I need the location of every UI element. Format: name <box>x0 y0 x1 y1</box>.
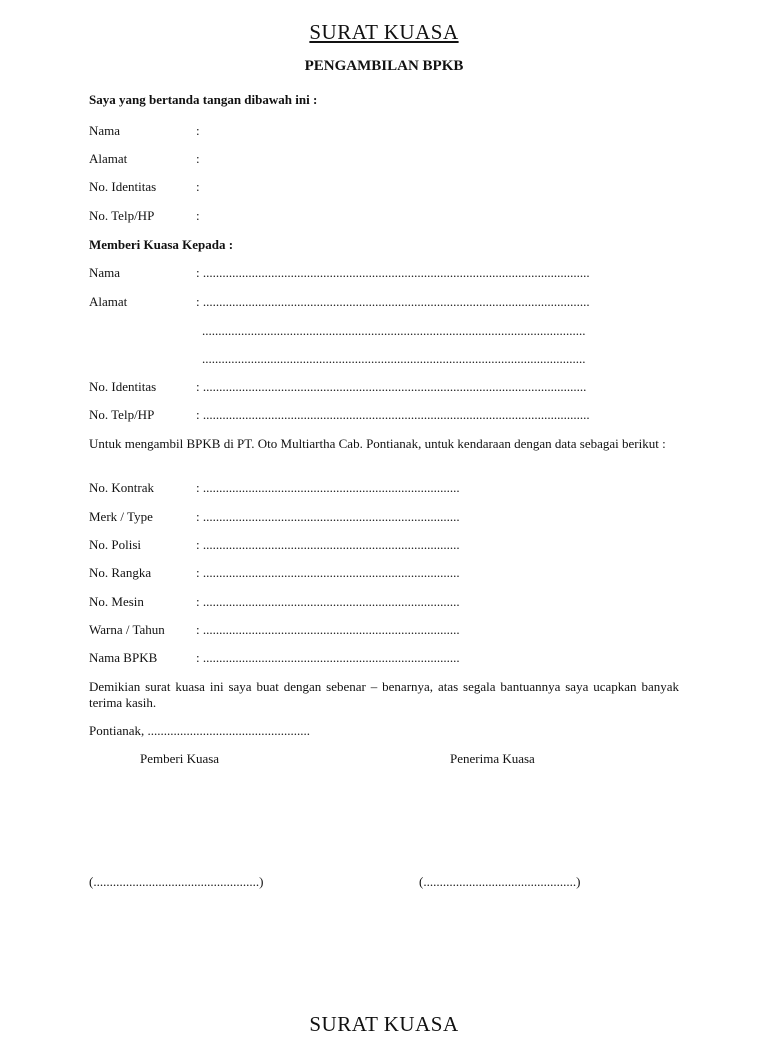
grantee-name-value: : ....................................................................................................................... <box>196 265 590 280</box>
grantee-heading: Memberi Kuasa Kepada : <box>89 237 234 252</box>
chassis-number-label: No. Rangka <box>89 565 152 580</box>
engine-number-label: No. Mesin <box>89 594 144 609</box>
plate-number-value: : ............................................................................... <box>196 537 460 552</box>
grantee-address-line1: : ....................................................................................................................... <box>196 294 590 309</box>
grantee-address-line2: ...................................................................................................................... <box>202 323 586 338</box>
grantor-name-value: : <box>196 123 200 138</box>
next-page-title: SURAT KUASA <box>309 1012 459 1036</box>
brand-type-value: : ............................................................................... <box>196 509 460 524</box>
bpkb-name-value: : ............................................................................... <box>196 650 460 665</box>
page-subtitle: PENGAMBILAN BPKB <box>304 58 464 74</box>
chassis-number-value: : ............................................................................... <box>196 565 460 580</box>
grantee-address-line3: ...................................................................................................................... <box>202 351 586 366</box>
grantor-phone-value: : <box>196 208 200 223</box>
color-year-value: : ............................................................................... <box>196 622 460 637</box>
plate-number-label: No. Polisi <box>89 537 142 552</box>
color-year-label: Warna / Tahun <box>89 622 165 637</box>
grantor-address-value: : <box>196 151 200 166</box>
grantee-id-label: No. Identitas <box>89 379 157 394</box>
place-date: Pontianak, .................................................. <box>89 723 310 738</box>
grantor-heading: Saya yang bertanda tangan dibawah ini : <box>89 92 318 107</box>
giver-label: Pemberi Kuasa <box>140 751 220 766</box>
brand-type-label: Merk / Type <box>89 509 153 524</box>
grantee-id-value: : ...................................................................................................................... <box>196 379 587 394</box>
bpkb-name-label: Nama BPKB <box>89 650 158 665</box>
grantee-address-label: Alamat <box>89 294 128 309</box>
engine-number-value: : ............................................................................... <box>196 594 460 609</box>
receiver-label: Penerima Kuasa <box>450 751 535 766</box>
page-title: SURAT KUASA <box>309 20 459 44</box>
purpose-paragraph: Untuk mengambil BPKB di PT. Oto Multiartha Cab. Pontianak, untuk kendaraan dengan data sebagai berikut : <box>89 436 666 451</box>
grantor-id-label: No. Identitas <box>89 179 157 194</box>
giver-signature-line: (...................................................) <box>89 874 264 889</box>
closing-paragraph: Demikian surat kuasa ini saya buat dengan sebenar – benarnya, atas segala bantuannya saya ucapkan banyak terima kasih. <box>89 679 679 710</box>
grantor-phone-label: No. Telp/HP <box>89 208 155 223</box>
grantor-address-label: Alamat <box>89 151 128 166</box>
grantor-id-value: : <box>196 179 200 194</box>
receiver-signature-line: (...............................................) <box>419 874 581 889</box>
contract-number-value: : ............................................................................... <box>196 480 460 495</box>
grantor-name-label: Nama <box>89 123 121 138</box>
grantee-phone-label: No. Telp/HP <box>89 407 155 422</box>
grantee-phone-value: : ....................................................................................................................... <box>196 407 590 422</box>
grantee-name-label: Nama <box>89 265 121 280</box>
contract-number-label: No. Kontrak <box>89 480 154 495</box>
